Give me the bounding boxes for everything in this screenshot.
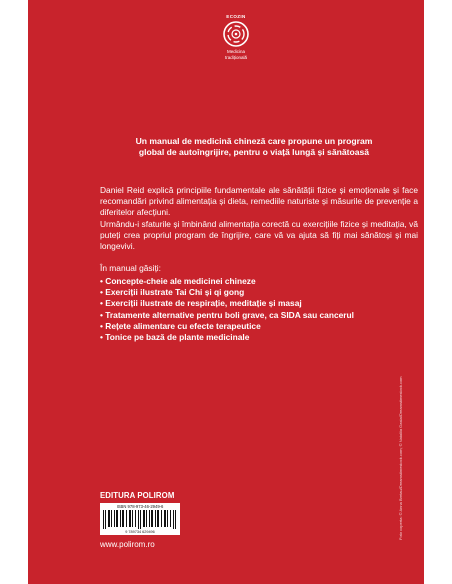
barcode-bars (103, 510, 177, 529)
tagline (106, 136, 402, 158)
contents-list (100, 276, 400, 343)
spiral-emblem-icon (222, 20, 250, 48)
series-logo (216, 14, 256, 60)
photo-credit: Foto coperta: © Anna Bretau/Dreamstimestock.com; © Nataliia Gasta/Dreamstimestock.com (398, 376, 403, 540)
back-cover (28, 0, 424, 584)
list-item: • Rețete alimentare cu efecte terapeutice (100, 321, 400, 332)
publisher-name: EDITURA POLIROM (100, 491, 175, 500)
barcode (100, 503, 180, 535)
isbn-text: ISBN 978-973-46-2949-6 (116, 504, 164, 509)
description-paragraph-1: Daniel Reid explică principiile fundamentale ale sănătății fizice și emoționale și face recomandări privind alimentația și dieta, remediile naturiste și măsurile de prevenție a diferitelor afecțiuni. (100, 185, 418, 218)
list-item: • Exerciții ilustrate de respirație, meditație și masaj (100, 298, 400, 309)
description (100, 185, 418, 252)
logo-top-text: ECOZIN (226, 14, 246, 19)
tagline-line-2: global de autoîngrijire, pentru o viață lungă și sănătoasă (138, 147, 370, 157)
description-paragraph-2: Urmându-i sfaturile și îmbinând alimentația corectă cu exercițiile fizice și meditația, vă puteți crea propriul program de îngrijire, care vă va ajuta să fiți mai sănătoși și mai longevivi. (100, 218, 418, 252)
list-item: • Concepte-cheie ale medicinei chineze (100, 276, 400, 287)
logo-line-2: tradițională (224, 55, 247, 60)
list-item: • Tratamente alternative pentru boli grave, ca SIDA sau cancerul (100, 310, 400, 321)
list-item: • Exerciții ilustrate Tai Chi și qi gong (100, 287, 400, 298)
tagline-line-1: Un manual de medicină chineză care propune un program (135, 136, 373, 146)
list-item: • Tonice pe bază de plante medicinale (100, 332, 400, 343)
logo-line-1: Medicina (226, 49, 245, 54)
website-link[interactable]: www.polirom.ro (100, 540, 155, 549)
list-intro: În manual găsiți: (100, 263, 161, 273)
barcode-number: 9 789734 629496 (125, 530, 155, 534)
